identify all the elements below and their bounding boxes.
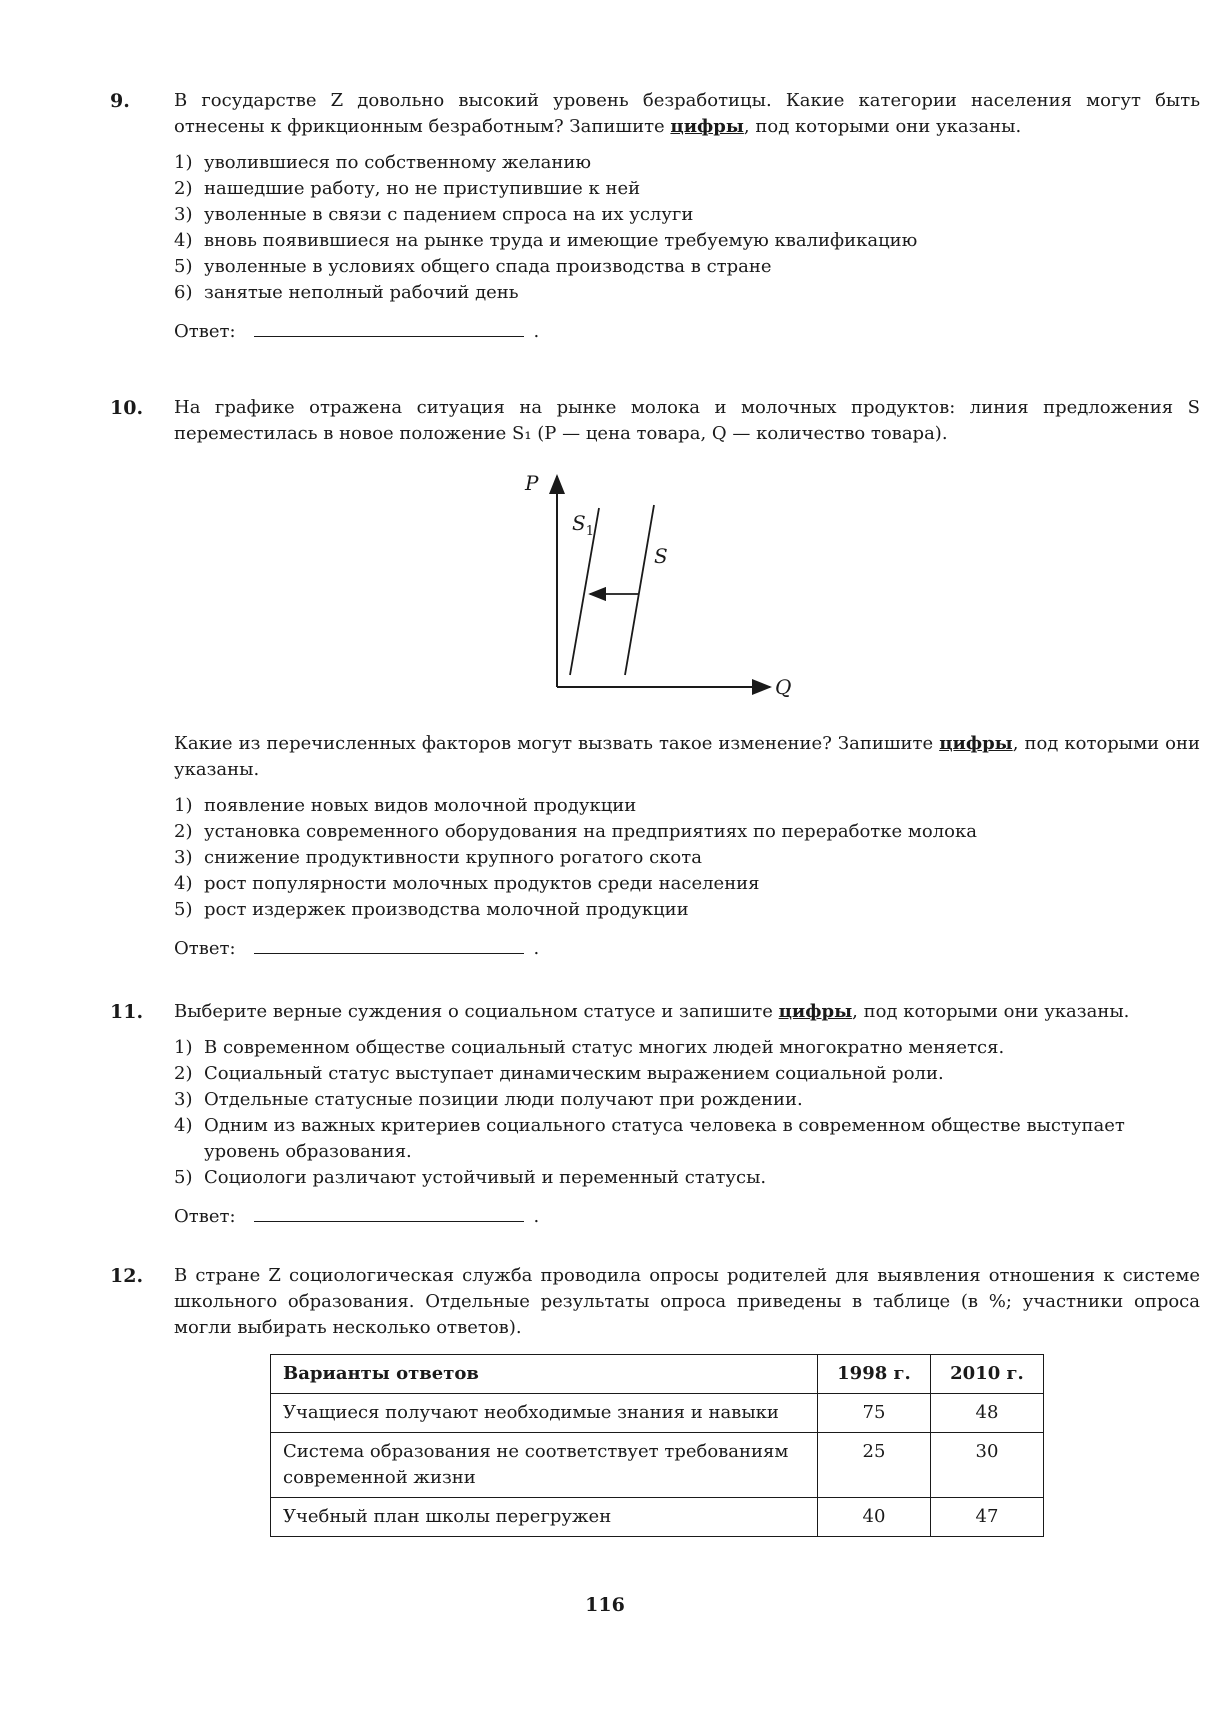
- table-row: [271, 1433, 1044, 1498]
- keyword-digits: цифры: [939, 733, 1013, 754]
- list-item: 3) снижение продуктивности крупного рогатого скота: [174, 847, 702, 868]
- table-cell: 30: [931, 1433, 1044, 1498]
- table-cell: Система образования не соответствует требованиям современной жизни: [271, 1433, 818, 1498]
- task-number: 12.: [110, 1265, 144, 1287]
- answer-line[interactable]: [254, 935, 524, 954]
- task-10-question: [110, 731, 1200, 962]
- task-12: [110, 1263, 1200, 1341]
- task-stem: В стране Z социологическая служба проводила опросы родителей для выявления отношения к системе школьного образования. Отдельные результаты опроса приведены в таблице (в %; участники опроса могли выбирать несколько ответов).: [174, 1265, 1200, 1338]
- task-stem: Выберите верные суждения о социальном статусе и запишите цифры, под которыми они указаны.: [174, 1001, 1130, 1022]
- table-cell: Учебный план школы перегружен: [271, 1498, 818, 1537]
- option-list: [174, 793, 1200, 923]
- table-cell: Учащиеся получают необходимые знания и навыки: [271, 1394, 818, 1433]
- list-item: 3) Отдельные статусные позиции люди получают при рождении.: [174, 1089, 803, 1110]
- answer-row: Ответ: .: [174, 935, 1200, 962]
- supply-shift-graph: [515, 470, 815, 710]
- answer-row: Ответ: .: [174, 1203, 1200, 1230]
- page-number: 116: [585, 1594, 625, 1616]
- column-header: Варианты ответов: [271, 1355, 818, 1394]
- keyword-digits: цифры: [778, 1001, 853, 1022]
- table-cell: 40: [818, 1498, 931, 1537]
- option-list: [174, 1035, 1200, 1191]
- list-item: 4) рост популярности молочных продуктов среди населения: [174, 873, 760, 894]
- list-item: 2) установка современного оборудования на предприятиях по переработке молока: [174, 821, 977, 842]
- task-11: [110, 999, 1200, 1230]
- task-number: 10.: [110, 397, 144, 419]
- list-item: 1) В современном обществе социальный статус многих людей многократно меняется.: [174, 1037, 1005, 1058]
- task-stem: На графике отражена ситуация на рынке молока и молочных продуктов: линия предложения S переместилась в новое положение S₁ (P — цена товара, Q — количество товара).: [174, 397, 1200, 444]
- task-stem: В государстве Z довольно высокий уровень безработицы. Какие категории населения могут быть отнесены к фрикционным безработным? Запишите цифры, под которыми они указаны.: [174, 90, 1200, 137]
- p-axis-label: P: [525, 471, 539, 495]
- list-item: 3) уволенные в связи с падением спроса на их услуги: [174, 204, 694, 225]
- list-item: 1) уволившиеся по собственному желанию: [174, 152, 591, 173]
- list-item: 1) появление новых видов молочной продукции: [174, 795, 637, 816]
- answer-row: Ответ: .: [174, 318, 1200, 345]
- table-cell: 25: [818, 1433, 931, 1498]
- list-item: 2) Социальный статус выступает динамическим выражением социальной роли.: [174, 1063, 944, 1084]
- table-row: [271, 1498, 1044, 1537]
- task-number: 11.: [110, 1001, 144, 1023]
- table-header-row: [271, 1355, 1044, 1394]
- list-item: 5) Социологи различают устойчивый и переменный статусы.: [174, 1167, 767, 1188]
- task-9: [110, 88, 1200, 345]
- keyword-digits: цифры: [670, 116, 744, 137]
- label-s: S: [654, 544, 668, 568]
- graph-svg: [515, 470, 815, 710]
- table-row: [271, 1394, 1044, 1433]
- table-cell: 48: [931, 1394, 1044, 1433]
- list-item: 2) нашедшие работу, но не приступившие к ней: [174, 178, 641, 199]
- task-number: 9.: [110, 90, 130, 112]
- supply-line-s: [625, 505, 654, 675]
- table-cell: 47: [931, 1498, 1044, 1537]
- column-header: 1998 г.: [818, 1355, 931, 1394]
- table-cell: 75: [818, 1394, 931, 1433]
- list-item: 5) уволенные в условиях общего спада производства в стране: [174, 256, 772, 277]
- task-10: [110, 395, 1200, 447]
- list-item: 6) занятые неполный рабочий день: [174, 282, 519, 303]
- list-item: 4) Одним из важных критериев социального статуса человека в современном обществе выступает уровень образования.: [174, 1115, 1125, 1162]
- survey-results-table: [270, 1354, 1044, 1537]
- option-list: [174, 150, 1200, 306]
- q-axis-label: Q: [775, 675, 792, 699]
- task-question: Какие из перечисленных факторов могут вызвать такое изменение? Запишите цифры, под которыми они указаны.: [174, 733, 1200, 780]
- answer-line[interactable]: [254, 1203, 524, 1222]
- label-s1: $S_1$: [572, 511, 594, 539]
- list-item: 4) вновь появившиеся на рынке труда и имеющие требуемую квалификацию: [174, 230, 918, 251]
- list-item: 5) рост издержек производства молочной продукции: [174, 899, 689, 920]
- answer-line[interactable]: [254, 318, 524, 337]
- column-header: 2010 г.: [931, 1355, 1044, 1394]
